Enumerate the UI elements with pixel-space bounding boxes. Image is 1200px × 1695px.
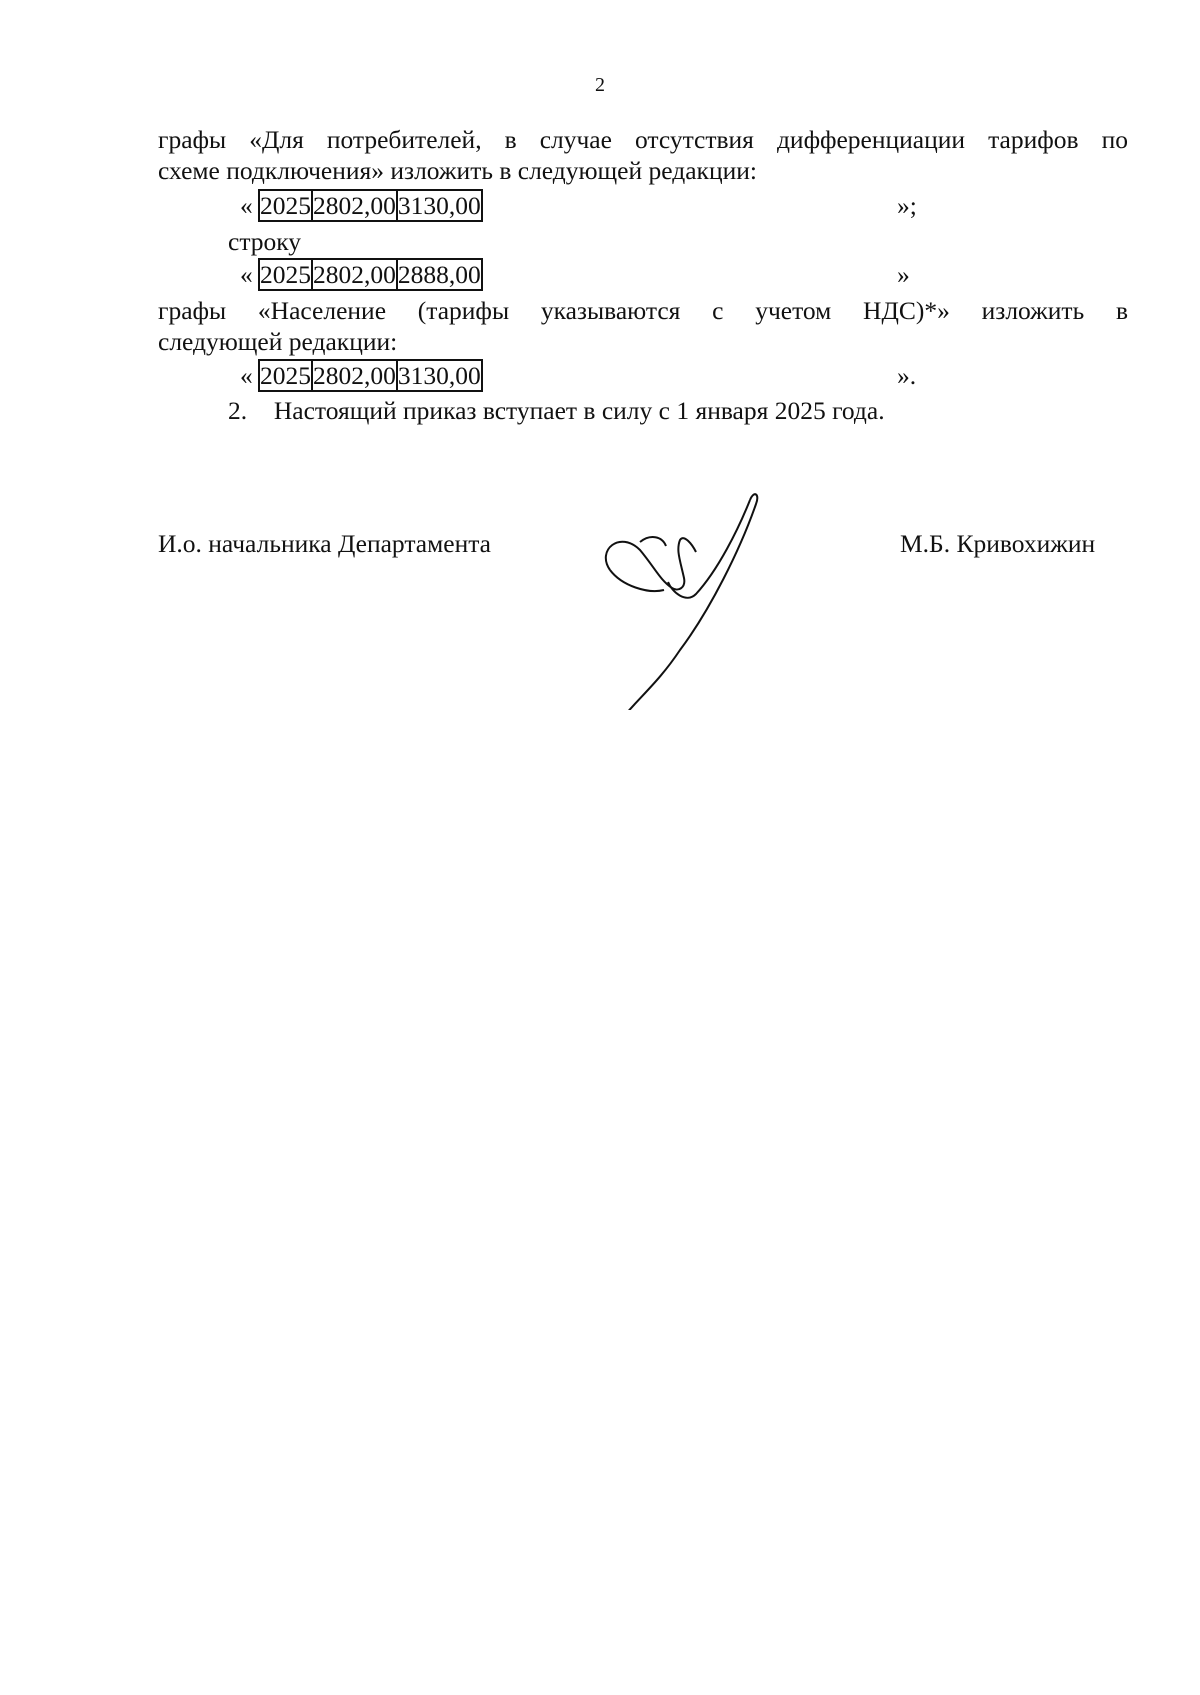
table-cell-year: 2025 [260,260,311,289]
signatory-name: М.Б. Кривохижин [900,529,1096,558]
item-2 [228,395,885,426]
tariff-table [258,189,483,222]
quote-open: « [240,260,253,289]
table-cell-year: 2025 [260,361,311,390]
table-cell-value: 2802,00 [313,260,396,289]
item-number: 2. [228,396,248,425]
quote-open: « [240,361,253,390]
paragraph-population [158,295,1128,357]
paragraph-connection-scheme [158,124,1128,186]
table-cell-value: 2888,00 [397,260,481,289]
handwritten-signature-icon [600,490,770,710]
quote-close: »; [897,191,917,220]
table-cell-year: 2025 [260,191,311,220]
label-row-word: строку [228,227,302,256]
tariff-table [258,359,483,392]
paragraph-line: следующей редакции: [158,327,398,356]
table-row [259,190,482,221]
table-cell-value: 2802,00 [313,361,396,390]
table-cell-value: 3130,00 [397,191,481,220]
paragraph-line: схеме подключения» изложить в следующей редакции: [158,156,757,185]
paragraph-line: графы «Население (тарифы указываются с учетом НДС)*» изложить в [158,296,1128,325]
page-number: 2 [595,74,605,96]
table-row [259,360,482,391]
table-cell-value: 2802,00 [313,191,396,220]
tariff-table [258,258,483,291]
quote-open: « [240,191,253,220]
table-cell-value: 3130,00 [397,361,481,390]
quote-close: » [897,260,910,289]
quote-close: ». [897,361,917,390]
item-text: Настоящий приказ вступает в силу с 1 января 2025 года. [273,396,885,425]
table-row [259,259,482,290]
signatory-position: И.о. начальника Департамента [158,529,491,558]
paragraph-line: графы «Для потребителей, в случае отсутствия дифференциации тарифов по [158,125,1128,154]
